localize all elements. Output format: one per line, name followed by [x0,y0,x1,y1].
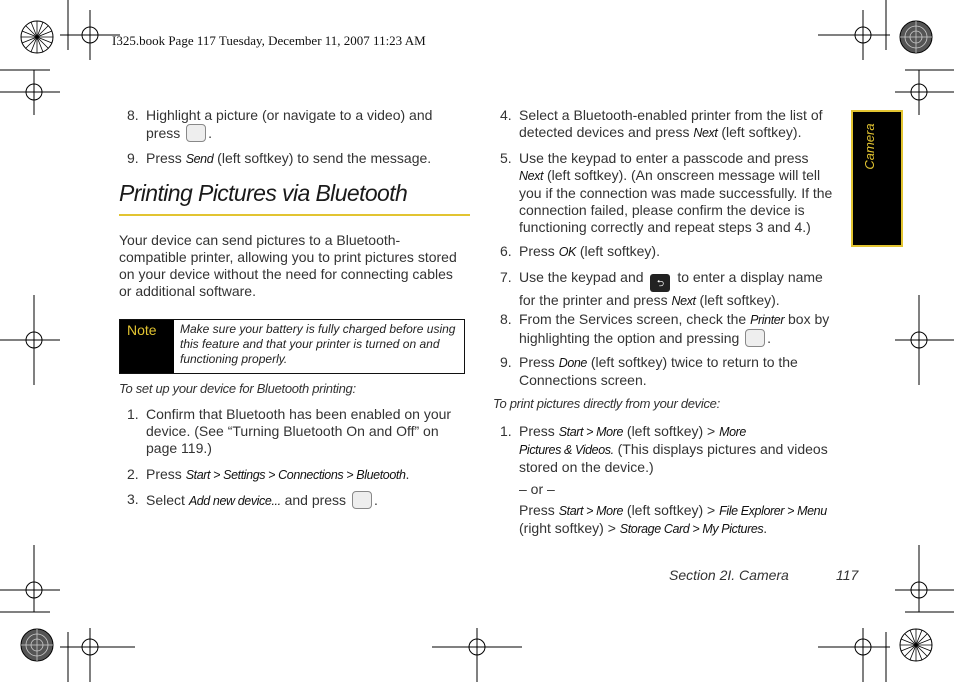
step-number: 4. [500,107,512,123]
step-text: Press Start > Settings > Connections > Bluetooth. [146,466,410,482]
ok-key-icon [186,124,206,142]
step-text: Highlight a picture (or navigate to a video) and press . [146,107,433,141]
step-text: Select a Bluetooth-enabled printer from the list of detected devices and press Next (left softkey). [519,107,823,140]
step-text: Press OK (left softkey). [519,243,660,259]
file-info: I325.book Page 117 Tuesday, December 11, 2007 11:23 AM [112,33,426,48]
section-heading: Printing Pictures via Bluetooth [119,180,408,206]
note-box [119,319,465,374]
step-number: 2. [127,466,139,482]
step-text: Press Done (left softkey) twice to return to the Connections screen. [519,354,798,388]
step-text: Press Start > More (left softkey) > File Explorer > Menu (right softkey) > Storage Card > My Pictures. [519,502,827,536]
footer-section: Section 2I. Camera [669,567,789,583]
note-text: Make sure your battery is fully charged before using this feature and that your printer is turned on and functioning properly. [180,322,456,366]
step-text: Press Start > More (left softkey) > More Pictures & Videos. (This displays pictures and videos stored on the device.) [519,423,828,475]
procedure-subhead: To set up your device for Bluetooth printing: [119,381,356,396]
step-text: Press Send (left softkey) to send the message. [146,150,432,166]
step-number: 9. [500,354,512,370]
note-label: Note [120,320,174,373]
step-number: 9. [127,150,139,166]
step-text: Use the keypad and ⮌ to enter a display name for the printer and press Next (left softkey). [519,269,823,308]
step-number: 8. [500,311,512,327]
step-number: 3. [127,491,139,507]
intro-paragraph: Your device can send pictures to a Bluetooth- compatible printer, allowing you to print pictures stored on your device without the need for connecting cables or additional software. [119,232,457,299]
step-number: 1. [127,406,139,422]
step-text: Confirm that Bluetooth has been enabled on your device. (See “Turning Bluetooth On and Off” on page 119.) [146,406,452,456]
step-text: Select Add new device... and press . [146,492,378,508]
step-text: From the Services screen, check the Printer box by highlighting the option and pressing . [519,311,830,346]
section-tab-label: Camera [862,123,877,170]
back-key-icon: ⮌ [650,274,670,292]
procedure-subhead: To print pictures directly from your device: [493,396,720,411]
page-number: 117 [836,567,859,583]
heading-rule [119,214,470,216]
ok-key-icon [745,329,765,347]
alternative-separator: – or – [519,481,555,497]
step-number: 8. [127,107,139,123]
step-text: Use the keypad to enter a passcode and press Next (left softkey). (An onscreen message will tell you if the connection was made successfully. If the connection failed, please confirm the device is functioning correctly and repeat steps 3 and 4.) [519,150,833,235]
section-tab [851,110,903,247]
step-number: 7. [500,269,512,285]
ok-key-icon [352,491,372,509]
step-number: 1. [500,423,512,439]
step-number: 6. [500,243,512,259]
step-number: 5. [500,150,512,166]
